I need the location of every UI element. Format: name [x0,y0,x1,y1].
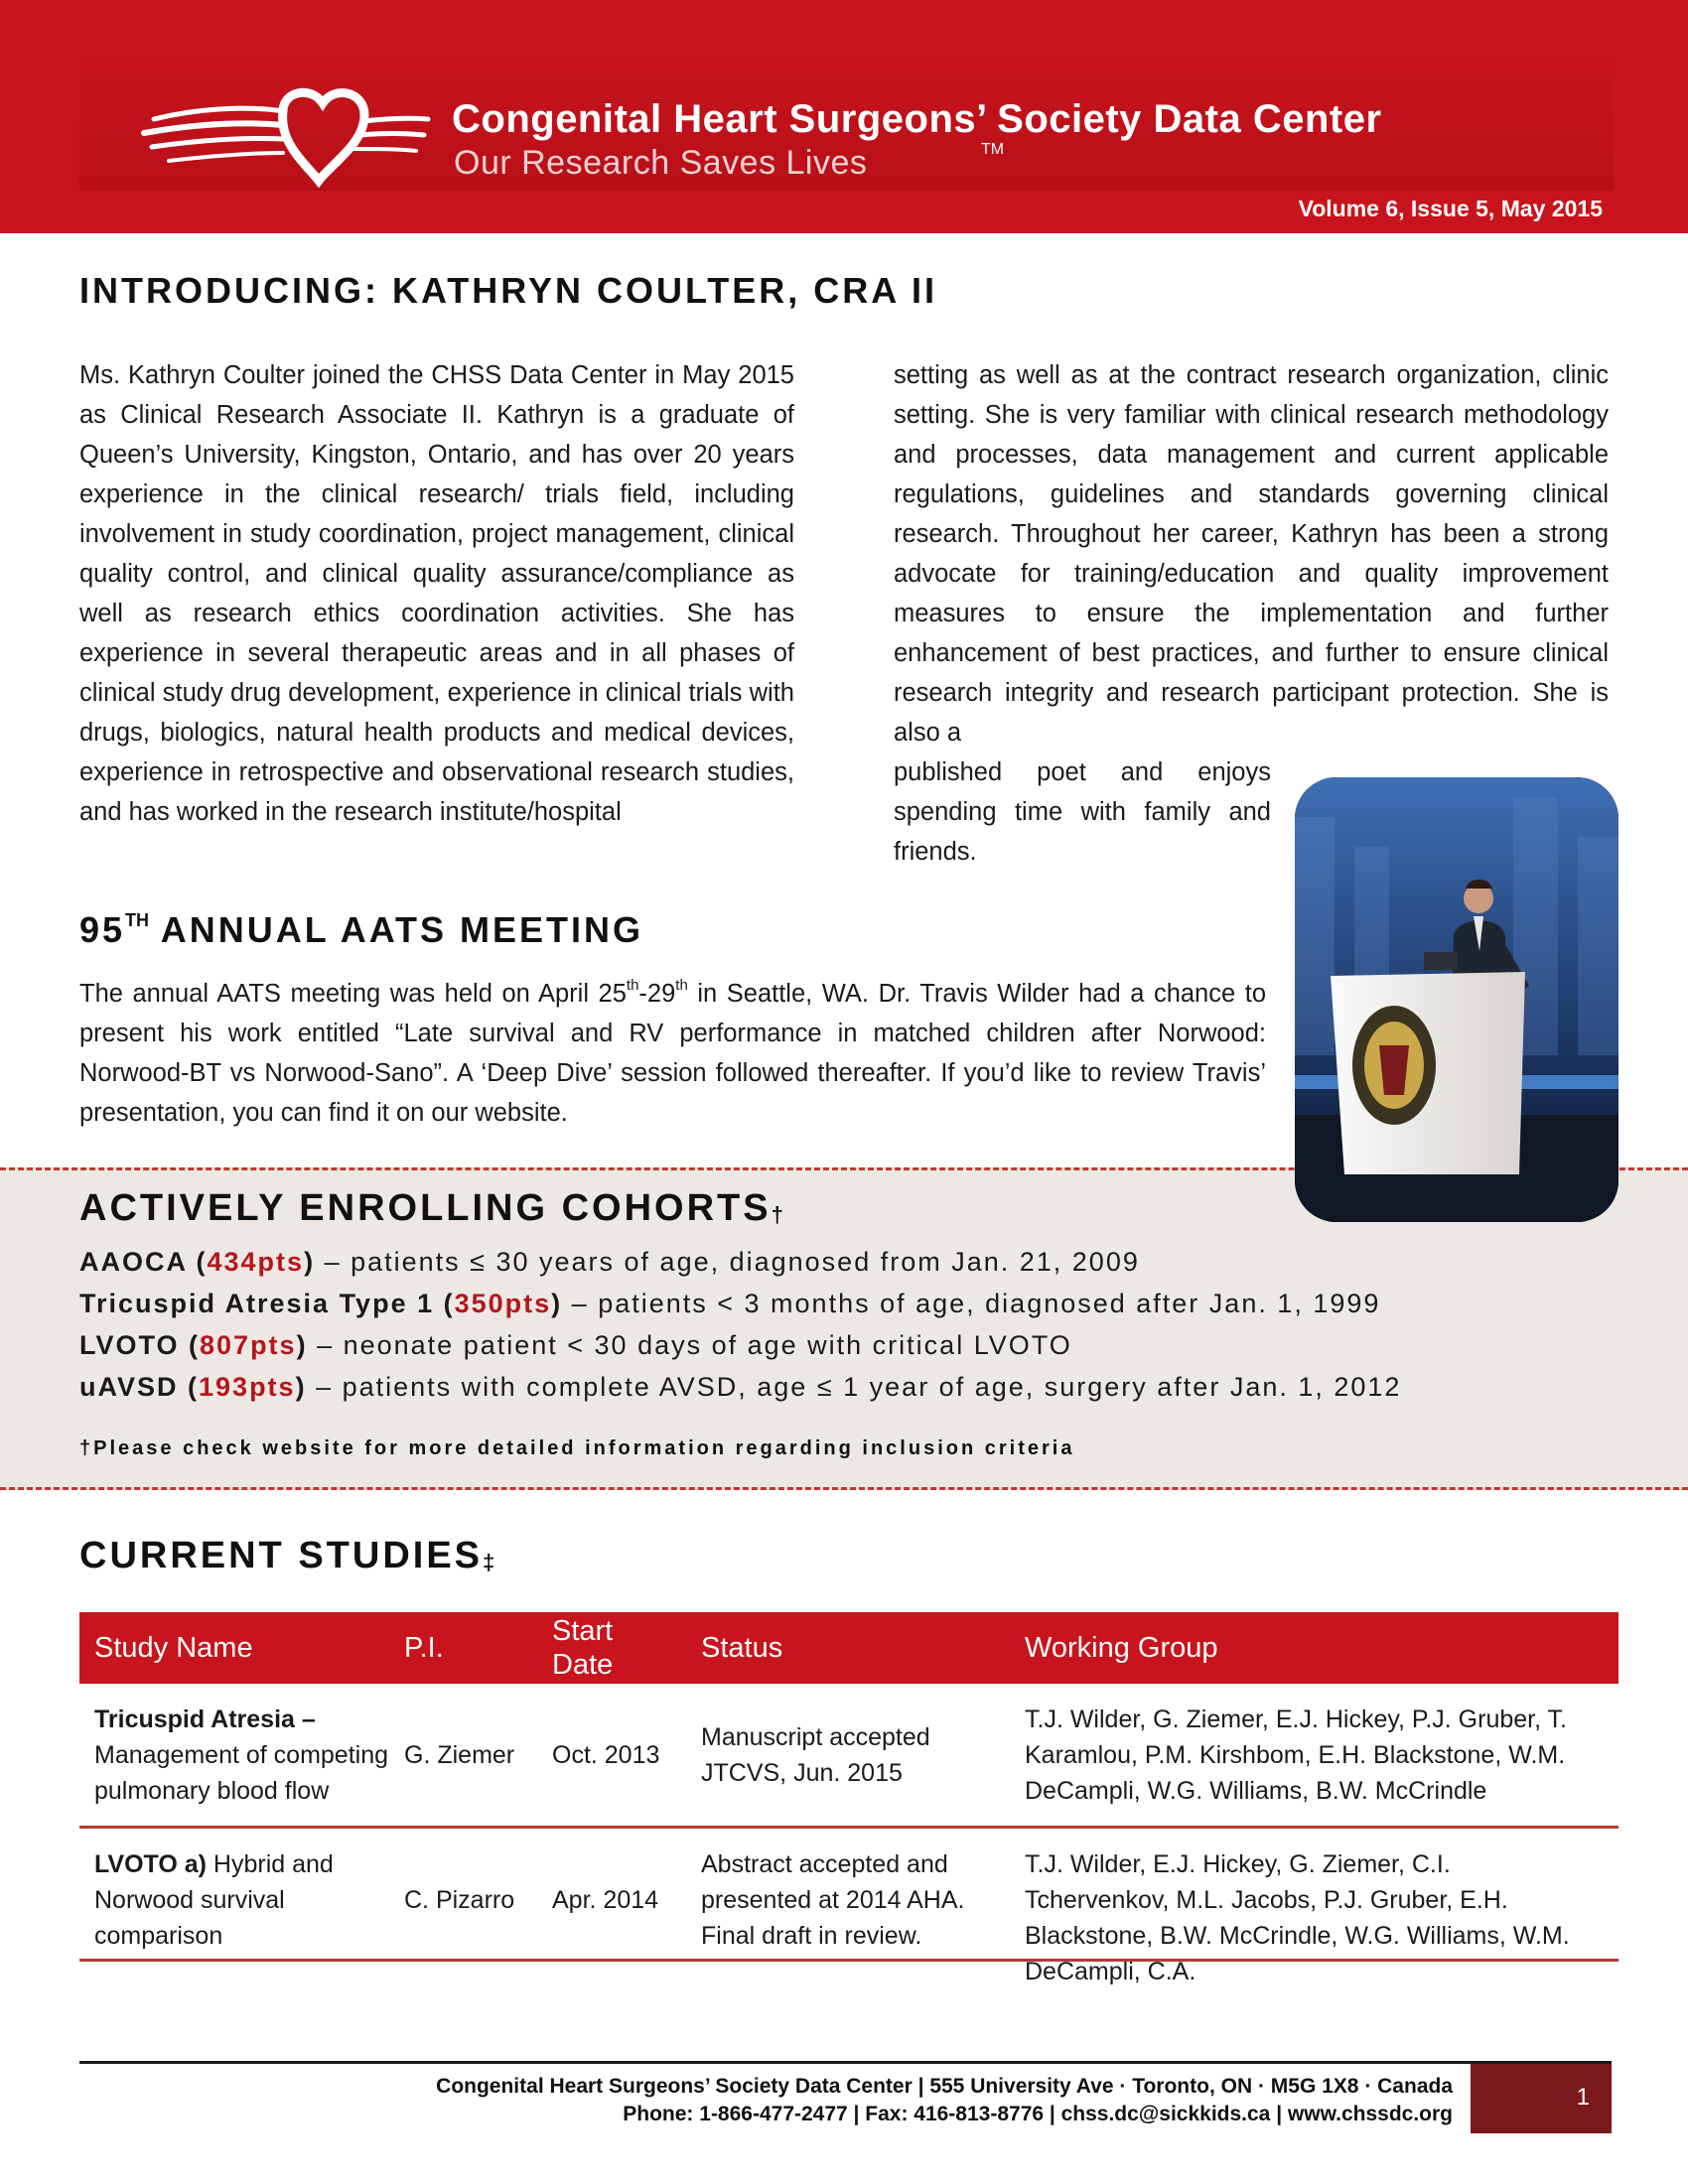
aats-text-part-2: -29 [638,980,676,1008]
working-group-cell: T.J. Wilder, E.J. Hickey, G. Ziemer, C.I. Tchervenkov, M.L. Jacobs, P.J. Gruber, E.H. Blackstone, B.W. McCrindle, W.G. Williams, W.M. DeCampli, C.A. [1025,1850,1570,1985]
aats-sup-2: th [675,977,688,994]
status-cell: Abstract accepted and presented at 2014 AHA. Final draft in review. [701,1850,965,1950]
start-date-line-2: Date [552,1649,614,1681]
cohort-criteria: – patients ≤ 30 years of age, diagnosed from Jan. 21, 2009 [315,1247,1140,1277]
column-header-working-group: Working Group [1025,1631,1218,1664]
cohort-name: Tricuspid Atresia Type 1 [79,1289,435,1318]
organization-name: Congenital Heart Surgeons’ Society Data Center [452,97,1382,141]
pi-cell: G. Ziemer [404,1741,515,1769]
heart-logo-icon [134,81,432,191]
cohort-patient-count: 193pts [199,1372,296,1402]
column-header-pi: P.I. [404,1631,444,1664]
cohort-criteria: – neonate patient < 30 days of age with critical LVOTO [307,1330,1072,1360]
cohort-patient-count: 807pts [200,1330,297,1360]
presenter-photo-overlay [1295,777,1618,1222]
dagger-mark: † [771,1202,783,1227]
column-header-start-date [552,1612,613,1684]
cohort-name: uAVSD [79,1372,179,1402]
study-name-bold: LVOTO a) [94,1850,207,1878]
studies-heading [79,1535,494,1577]
cohort-item: Tricuspid Atresia Type 1 (350pts) – patients < 3 months of age, diagnosed after Jan. 1, 1999 [79,1289,1381,1318]
footer-rule [79,2061,1612,2064]
page-number-box [1471,2064,1612,2133]
aats-heading-number: 95 [79,909,126,950]
footer-contact: Phone: 1-866-477-2477 | Fax: 416-813-8776 | chss.dc@sickkids.ca | www.chssdc.org [623,2103,1453,2125]
working-group-cell: T.J. Wilder, G. Ziemer, E.J. Hickey, P.J. Gruber, T. Karamlou, P.M. Kirshbom, E.H. Blackstone, W.M. DeCampli, W.G. Williams, B.W. McCrindle [1025,1706,1567,1805]
table-row [79,1684,1618,1829]
page-number: 1 [1576,2084,1590,2111]
aats-text-part-1: The annual AATS meeting was held on April 25 [79,980,627,1008]
masthead [0,0,1688,233]
pi-cell: C. Pizarro [404,1886,515,1914]
aats-paragraph [79,974,1266,1133]
study-name-cell [94,1702,392,1809]
cohort-criteria: – patients < 3 months of age, diagnosed after Jan. 1, 1999 [562,1289,1381,1318]
cohort-name: LVOTO [79,1330,180,1360]
intro-column-right-text: setting as well as at the contract research organization, clinic setting. She is very familiar with clinical research methodology and processes, data management and current applicable regulations, guidelines and standards governing clinical research. Throughout her career, Kathryn has been a strong advocate for training/education and quality improvement measures to ensure the implementation and further enhancement of best practices, and further to ensure clinical research integrity and research participant protection. She is also a [894,361,1609,747]
cohort-patient-count: 350pts [454,1289,552,1318]
footer-address: Congenital Heart Surgeons’ Society Data Center | 555 University Ave · Toronto, ON · M5G 1X8 · Canada [436,2075,1453,2098]
start-date-cell: Apr. 2014 [552,1886,659,1914]
intro-heading: INTRODUCING: KATHRYN COULTER, CRA II [79,270,937,311]
table-row [79,1829,1618,1985]
cohort-item: LVOTO (807pts) – neonate patient < 30 days of age with critical LVOTO [79,1330,1072,1360]
column-header-status: Status [701,1631,783,1664]
study-name-detail: Hybrid and Norwood survival comparison [94,1850,334,1950]
aats-heading [79,909,643,951]
aats-heading-text: ANNUAL AATS MEETING [149,909,644,950]
study-name-cell [94,1846,392,1954]
study-name-detail: Management of competing pulmonary blood flow [94,1741,389,1805]
column-header-study-name: Study Name [94,1631,253,1664]
aats-sup-1: th [626,977,639,994]
trademark-mark: TM [981,141,1005,158]
cohorts-footnote: †Please check website for more detailed information regarding inclusion criteria [79,1437,1075,1459]
study-name-bold: Tricuspid Atresia – [94,1706,316,1733]
intro-column-right-tail: published poet and enjoys spending time with family and friends. [894,758,1271,866]
tagline: Our Research Saves Lives [454,144,868,182]
table-header [79,1612,1618,1684]
cohort-name: AAOCA [79,1247,187,1277]
cohorts-heading-text: ACTIVELY ENROLLING COHORTS [79,1187,772,1229]
podium-photo-illustration-top [1295,777,1618,1222]
cohort-criteria: – patients with complete AVSD, age ≤ 1 year of age, surgery after Jan. 1, 2012 [306,1372,1402,1402]
studies-table [79,1612,1618,1985]
start-date-line-1: Start [552,1615,614,1647]
issue-info: Volume 6, Issue 5, May 2015 [1298,196,1603,221]
aats-heading-ordinal: TH [125,910,150,930]
status-cell: Manuscript accepted JTCVS, Jun. 2015 [701,1723,930,1787]
cohorts-heading [79,1187,783,1230]
studies-heading-text: CURRENT STUDIES [79,1535,484,1576]
cohort-patient-count: 434pts [207,1247,305,1277]
intro-column-left: Ms. Kathryn Coulter joined the CHSS Data Center in May 2015 as Clinical Research Associate II. Kathryn is a graduate of Queen’s University, Kingston, Ontario, and has over 20 years experience in the clinical research/ trials field, including involvement in study coordination, project management, clinical quality control, and clinical quality assurance/compliance as well as research ethics coordination activities. She has experience in several therapeutic areas and in all phases of clinical study drug development, experience in clinical trials with drugs, biologics, natural health products and medical devices, experience in retrospective and observational research studies, and has worked in the research institute/hospital [79,361,794,826]
double-dagger-mark: ‡ [483,1550,495,1574]
cohort-item: AAOCA (434pts) – patients ≤ 30 years of age, diagnosed from Jan. 21, 2009 [79,1247,1140,1277]
start-date-cell: Oct. 2013 [552,1741,660,1769]
aats-text-part-3: in Seattle, WA. Dr. Travis Wilder had a chance to present his work entitled “Late survival and RV performance in matched children after Norwood: Norwood-BT vs Norwood-Sano”. A ‘Deep Dive’ session followed thereafter. If you’d like to review Travis’ presentation, you can find it on our website. [79,980,1266,1127]
cohort-item: uAVSD (193pts) – patients with complete AVSD, age ≤ 1 year of age, surgery after Jan. 1, 2012 [79,1372,1402,1402]
